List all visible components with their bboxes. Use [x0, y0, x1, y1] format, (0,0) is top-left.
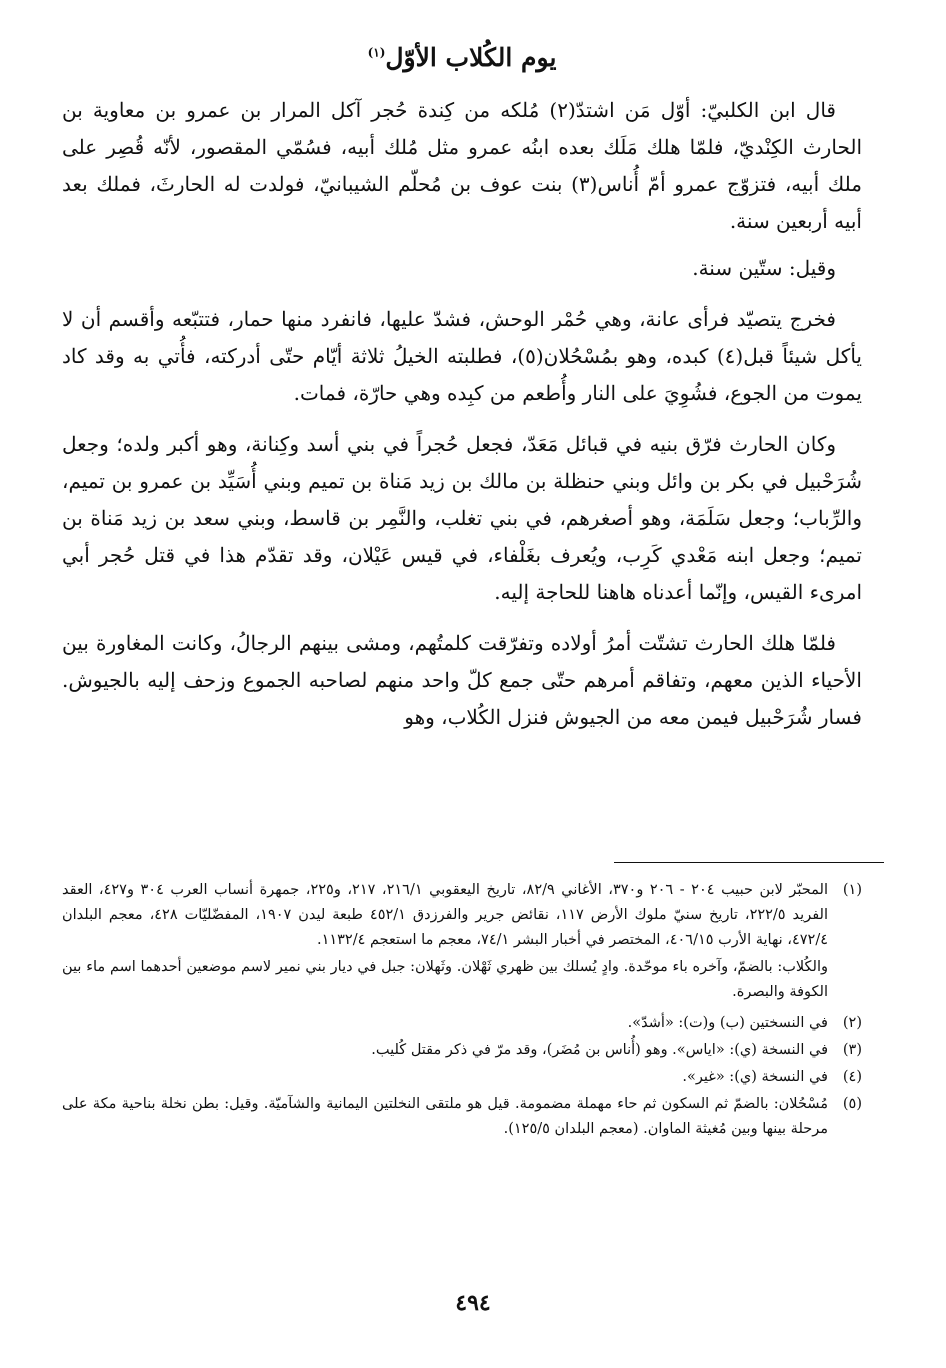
footnote-4	[62, 1065, 862, 1090]
footnote-text: في النسخة (ي): «اياس». وهو (أُناس بن مُضَر)، وقد مرّ في ذكر مقتل كُليب.	[371, 1042, 828, 1058]
title-text: يوم الكُلاب الأوّل	[385, 43, 557, 72]
footnotes	[62, 878, 862, 1144]
footnote-text: مُسْحُلان: بالضمّ ثم السكون ثم حاء مهملة مضمومة. قيل هو ملتقى النخلتين اليمانية والشآميّة. وقيل: بطن نخلة بناحية مكة على مرحلة بينها وبين مُغيثة الماوان. (معجم البلدان ١٢٥/٥).	[62, 1096, 828, 1137]
paragraph-1: قال ابن الكلبيّ: أوّل مَن اشتدّ(٢) مُلكه من كِندة حُجر آكل المرار بن عمرو بن معاوية بن الحارث الكِنْديّ، فلمّا هلك مَلَك بعده ابنُه عمرو مثل مُلك أبيه، فسُمّي المقصور، لأنّه قُصِر على ملك أبيه، فتزوّج عمرو أمّ أُناس(٣) بنت عوف بن مُحلّم الشيبانيّ، فولدت له الحارثَ، فملك بعد أبيه أربعين سنة.	[62, 98, 862, 233]
footnote-1-continuation: والكُلاب: بالضمّ، وآخره باء موحّدة. وادٍ يُسلك بين ظهري ثَهْلان. وثَهلان: جبل في ديار بني نمير لاسم موضعين أحدهما اسم ماء بين الكوفة والبصرة.	[62, 959, 828, 1000]
footnote-2	[62, 1011, 862, 1036]
paragraph-2: وقيل: ستّين سنة.	[692, 256, 836, 280]
footnote-text: في النسختين (ب) و(ت): «أشدّ».	[627, 1015, 828, 1031]
paragraph-5: فلمّا هلك الحارث تشتّت أمرُ أولاده وتفرّقت كلمتُهم، ومشى بينهم الرجالُ، وكانت المغاورة بين الأحياء الذين معهم، وتفاقم أمرهم حتّى جمع كلّ واحد منهم لصاحبه الجموع وزحف إليه بالجيوش. فسار شُرَحْبيل فيمن معه من الجيوش فنزل الكُلاب، وهو	[62, 631, 862, 729]
footnote-text: في النسخة (ي): «غير».	[682, 1069, 828, 1085]
paragraph-4: وكان الحارث فرّق بنيه في قبائل مَعَدّ، فجعل حُجراً في بني أسد وكِنانة، وهو أكبر ولده؛ وجعل شُرَحْبيل في بكر بن وائل وبني حنظلة بن مالك بن زيد مَناة بن تميم وبني أُسَيِّد بن عمرو بن تميم، والرِّباب؛ وجعل سَلَمَة، وهو أصغرهم، في بني تغلب، والنَّمِر بن قاسط، وبني سعد بن زيد مَناة بن تميم؛ وجعل ابنه مَعْدي كَرِب، ويُعرف بغَلْفاء، في قيس عَيْلان، وقد تقدّم هذا في قتل حُجر أبي امرىء القيس، وإنّما أعدناه هاهنا للحاجة إليه.	[62, 432, 862, 604]
footnote-divider	[614, 862, 884, 863]
footnote-1	[62, 878, 862, 953]
footnote-number: (٥)	[842, 1096, 862, 1112]
footnote-number: (٢)	[842, 1015, 862, 1031]
footnote-text: المحبّر لابن حبيب ٢٠٤ - ٢٠٦ و٣٧٠، الأغاني ٨٢/٩، تاريخ اليعقوبي ٢١٦/١، ٢١٧، و٢٢٥، جمهرة أنساب العرب ٣٠٤ و٤٢٧، العقد الفريد ٢٢٢/٥، تاريخ سنيّ ملوك الأرض ١١٧، نقائض جرير والفرزدق ٤٥٢/١ طبعة ليدن ١٩٠٧، المفضّليّات ٤٢٨، معجم البلدان ٤٧٢/٤، نهاية الأرب ٤٠٦/١٥، المختصر في أخبار البشر ٧٤/١، معجم ما استعجم ١١٣٢/٤.	[62, 882, 828, 948]
paragraph-3: فخرج يتصيّد فرأى عانة، وهي حُمْر الوحش، فشدّ عليها، فانفرد منها حمار، فتتبّعه وأقسم أن لا يأكل شيئاً قبل(٤) كبده، وهو بمُسْحُلان(٥)، فطلبته الخيلُ ثلاثة أيّام حتّى أدركته، فأُتي به وقد كاد يموت من الجوع، فشُوِيَ على النار وأُطعم من كبِده وهي حارّة، فمات.	[62, 307, 862, 405]
footnote-5	[62, 1092, 862, 1142]
footnote-number: (١)	[842, 882, 862, 898]
page-title	[62, 40, 862, 76]
title-footnote-ref: (١)	[367, 45, 386, 60]
footnote-number: (٤)	[842, 1069, 862, 1085]
footnote-3	[62, 1038, 862, 1063]
page-number: ٤٩٤	[455, 1290, 491, 1316]
footnote-number: (٣)	[842, 1042, 862, 1058]
page-body	[62, 40, 862, 746]
